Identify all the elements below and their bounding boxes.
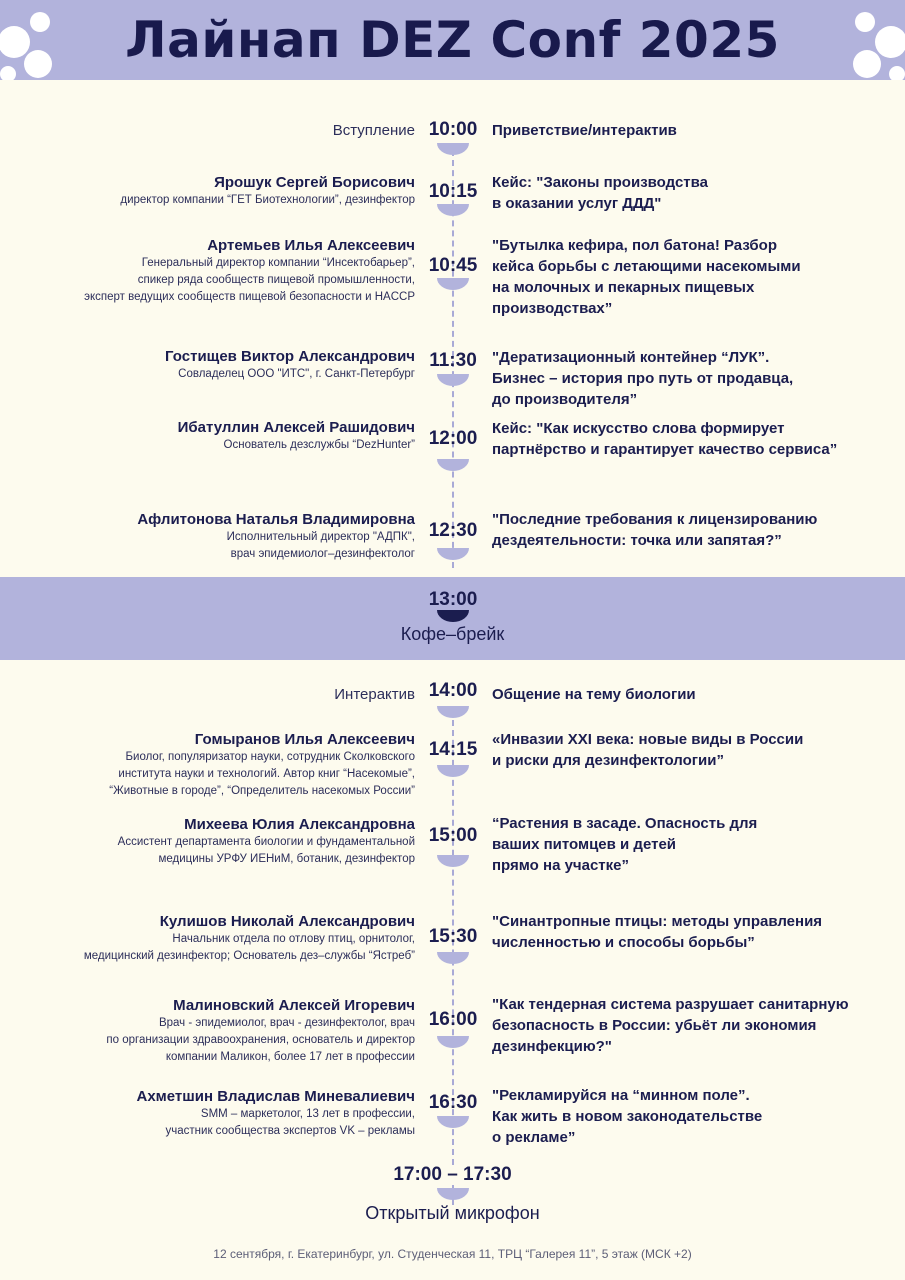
topic-line: на молочных и пекарных пищевых <box>492 279 755 296</box>
speaker-block <box>137 1087 416 1140</box>
topic-line: дезинфекцию?" <box>492 1038 612 1055</box>
timeline-node <box>437 1113 469 1130</box>
closing-label: Открытый микрофон <box>365 1203 540 1223</box>
time-label: 11:30 <box>429 350 477 371</box>
speaker-desc: участник сообщества экспертов VK – рекламы <box>165 1125 415 1137</box>
break-label: Кофе–брейк <box>400 624 505 644</box>
topic-line: и риски для дезинфектологии” <box>492 752 724 769</box>
speaker-desc: Биолог, популяризатор науки, сотрудник Сколковского <box>125 751 415 763</box>
topic-line: Кейс: "Как искусство слова формирует <box>492 420 785 437</box>
topic-line: производствах” <box>492 300 613 317</box>
topic-line: Бизнес – история про путь от продавца, <box>492 370 794 387</box>
speaker-block <box>84 912 415 965</box>
topic-line: кейса борьбы с летающими насекомыми <box>492 258 801 275</box>
timeline-node <box>437 456 469 473</box>
time-label: 10:00 <box>428 119 478 140</box>
talk-topic <box>492 994 897 1057</box>
time-label: 14:00 <box>428 680 478 701</box>
timeline-node <box>437 545 469 562</box>
topic-line: Кейс: "Законы производства <box>492 174 709 191</box>
speaker-block <box>118 815 415 868</box>
talk-topic <box>492 729 897 771</box>
speaker-desc: Совладелец ООО "ИТС", г. Санкт-Петербург <box>178 368 415 380</box>
time-label: 14:15 <box>428 739 478 760</box>
speaker-desc: эксперт ведущих сообществ пищевой безопасности и HACCP <box>84 291 415 303</box>
speaker-desc: SMM – маркетолог, 13 лет в профессии, <box>200 1108 415 1120</box>
speaker-name: Малиновский Алексей Игоревич <box>173 997 415 1014</box>
speaker-desc: Ассистент департамента биологии и фундаментальной <box>117 836 415 848</box>
talk-topic <box>492 172 897 214</box>
speaker-desc: директор компании “ГЕТ Биотехнологии”, дезинфектор <box>120 194 415 206</box>
timeline-node <box>437 607 469 624</box>
section-label: Вступление <box>332 122 415 139</box>
topic-line: ваших питомцев и детей <box>492 836 677 853</box>
speaker-name: Ярошук Сергей Борисович <box>214 174 415 191</box>
topic-line: дездеятельности: точка или запятая?” <box>492 532 782 549</box>
speaker-block <box>165 347 415 383</box>
time-label: 15:30 <box>428 926 478 947</box>
timeline-node <box>437 1185 469 1202</box>
speaker-desc: Основатель дезслужбы “DezHunter” <box>223 439 415 451</box>
timeline-node <box>437 371 469 388</box>
speaker-desc: Исполнительный директор "АДПК", <box>226 531 415 543</box>
time-label: 10:45 <box>428 255 478 276</box>
topic-line: прямо на участке” <box>492 857 630 874</box>
talk-topic <box>492 911 897 953</box>
topic-line: "Бутылка кефира, пол батона! Разбор <box>492 237 777 254</box>
time-label: 15:00 <box>428 825 478 846</box>
talk-topic <box>492 813 897 876</box>
topic-line: "Последние требования к лицензированию <box>492 511 818 528</box>
closing-time: 17:00 – 17:30 <box>393 1164 512 1185</box>
speaker-block <box>106 996 415 1066</box>
speaker-desc: спикер ряда сообществ пищевой промышленности, <box>137 274 415 286</box>
speaker-block <box>178 418 415 454</box>
talk-topic <box>492 418 897 460</box>
timeline-node <box>437 201 469 218</box>
speaker-name: Артемьев Илья Алексеевич <box>207 237 415 254</box>
talk-topic <box>492 235 897 319</box>
talk-topic <box>492 347 897 410</box>
timeline-node <box>437 949 469 966</box>
timeline-node <box>437 1033 469 1050</box>
topic-line: «Инвазии XXI века: новые виды в России <box>492 731 804 748</box>
section-label: Интерактив <box>334 686 415 703</box>
speaker-name: Гостищев Виктор Александрович <box>165 348 415 365</box>
speaker-desc: медицинский дезинфектор; Основатель дез–службы “Ястреб” <box>83 950 415 962</box>
speaker-block <box>109 730 415 800</box>
timeline-node <box>437 852 469 869</box>
topic-line: численностью и способы борьбы” <box>492 934 755 951</box>
topic-line: Как жить в новом законодательстве <box>492 1108 763 1125</box>
speaker-block <box>84 236 415 306</box>
topic-line: "Рекламируйся на “минном поле”. <box>492 1087 750 1104</box>
time-label: 16:00 <box>428 1009 478 1030</box>
speaker-block <box>120 173 415 209</box>
talk-topic: Общение на тему биологии <box>492 686 696 703</box>
topic-line: "Как тендерная система разрушает санитарную <box>492 996 849 1013</box>
time-label: 16:30 <box>428 1092 478 1113</box>
topic-line: "Синантропные птицы: методы управления <box>492 913 823 930</box>
speaker-desc: по организации здравоохранения, основатель и директор <box>106 1034 415 1046</box>
speaker-name: Кулишов Николай Александрович <box>159 913 415 930</box>
speaker-name: Михеева Юлия Александровна <box>184 816 415 833</box>
time-label: 10:15 <box>428 181 478 202</box>
speaker-desc: Врач - эпидемиолог, врач - дезинфектолог, врач <box>158 1017 415 1029</box>
speaker-desc: компании Маликон, более 17 лет в профессии <box>165 1051 415 1063</box>
speaker-name: Ахметшин Владислав Миневалиевич <box>136 1088 415 1105</box>
timeline-node <box>437 703 469 720</box>
talk-topic <box>492 509 897 551</box>
talk-topic <box>492 1085 897 1148</box>
timeline-node <box>437 140 469 157</box>
speaker-name: Гомыранов Илья Алексеевич <box>194 731 415 748</box>
topic-line: о рекламе” <box>492 1129 576 1146</box>
speaker-desc: Начальник отдела по отлову птиц, орнитолог, <box>172 933 415 945</box>
topic-line: в оказании услуг ДДД" <box>492 195 662 212</box>
speaker-name: Ибатуллин Алексей Рашидович <box>177 419 415 436</box>
timeline-node <box>437 762 469 779</box>
speaker-desc: “Животные в городе”, “Определитель насекомых России” <box>109 785 415 797</box>
speaker-desc: медицины УРФУ ИЕНиМ, ботаник, дезинфектор <box>158 853 415 865</box>
time-label: 12:00 <box>428 428 478 449</box>
speaker-desc: Генеральный директор компании “Инсектобарьер”, <box>141 257 415 269</box>
topic-line: до производителя” <box>492 391 638 408</box>
speaker-desc: врач эпидемиолог–дезинфектолог <box>230 548 415 560</box>
topic-line: “Растения в засаде. Опасность для <box>492 815 758 832</box>
speaker-name: Афлитонова Наталья Владимировна <box>137 511 415 528</box>
topic-line: партнёрство и гарантирует качество сервиса” <box>492 441 838 458</box>
time-label: 12:30 <box>428 520 478 541</box>
topic-line: "Дератизационный контейнер “ЛУК”. <box>492 349 770 366</box>
page-title: Лайнап DEZ Conf 2025 <box>125 11 780 69</box>
timeline-node <box>437 275 469 292</box>
speaker-block <box>137 510 415 563</box>
event-location-footer: 12 сентября, г. Екатеринбург, ул. Студенческая 11, ТРЦ “Галерея 11”, 5 этаж (МСК +2) <box>213 1247 692 1261</box>
break-time: 13:00 <box>428 589 478 610</box>
talk-topic: Приветствие/интерактив <box>492 122 677 139</box>
speaker-desc: института науки и технологий. Автор книг “Насекомые”, <box>118 768 415 780</box>
topic-line: безопасность в России: убьёт ли экономия <box>492 1017 817 1034</box>
